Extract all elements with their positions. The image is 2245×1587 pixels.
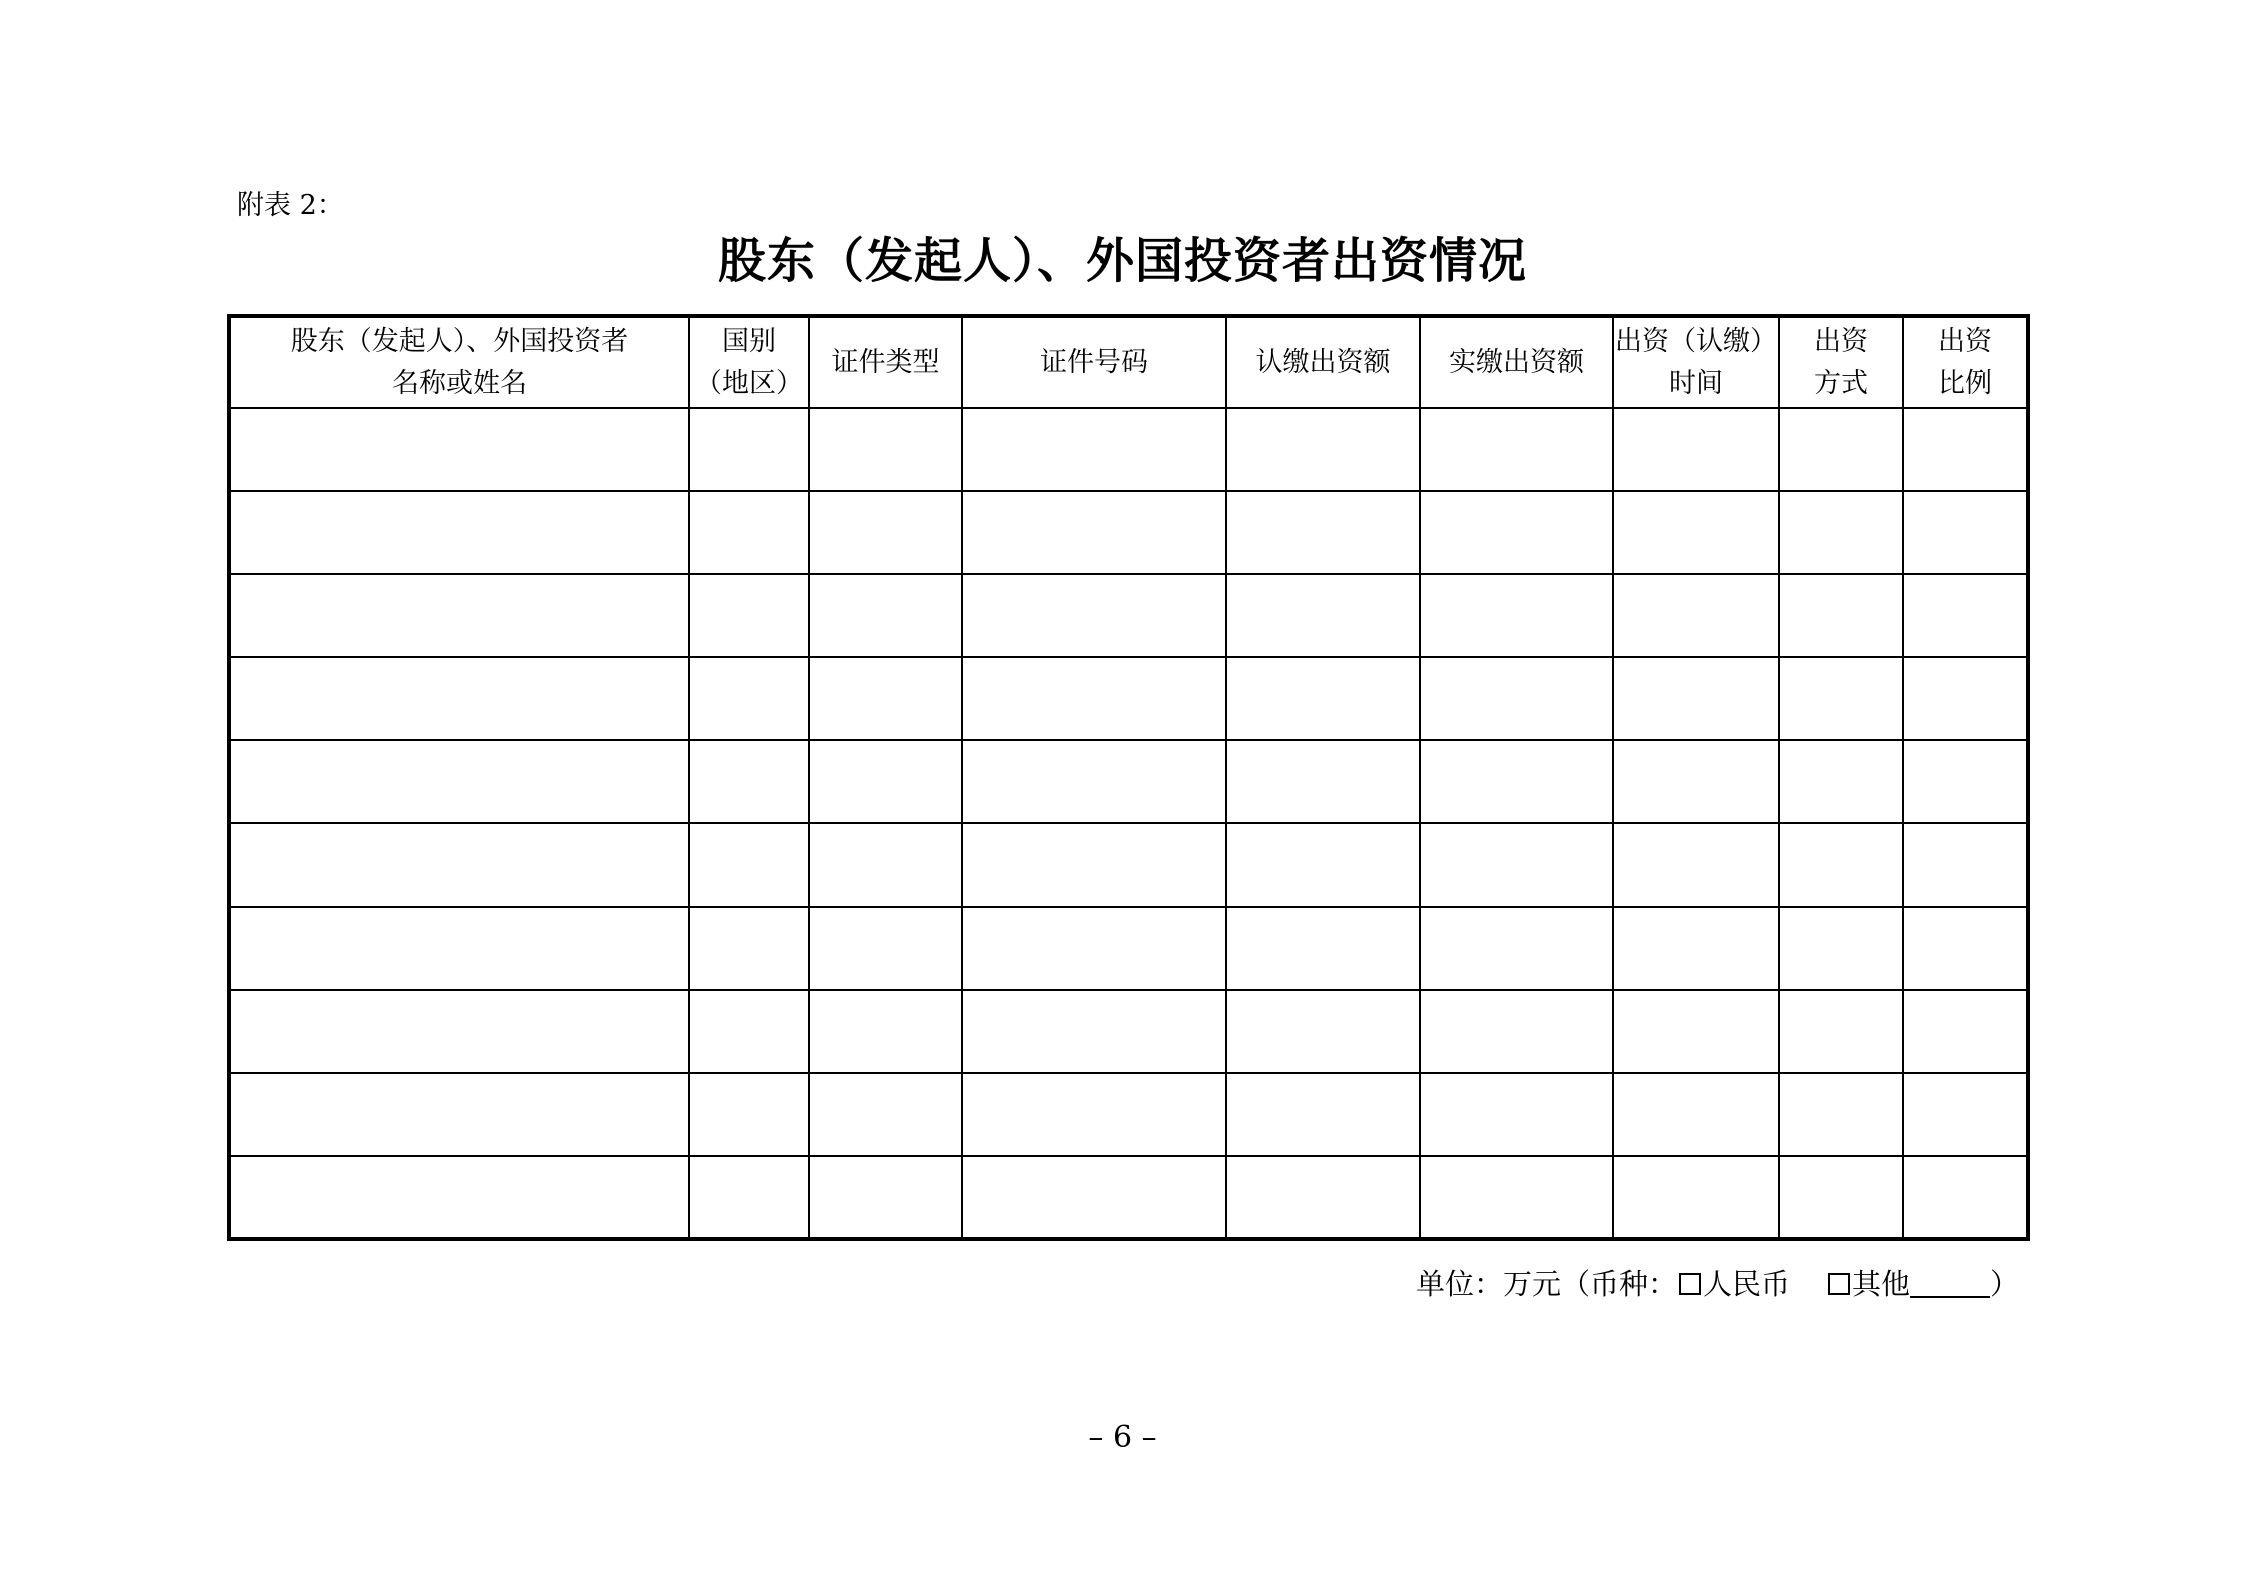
table-cell[interactable] — [1779, 990, 1903, 1073]
table-cell[interactable] — [1226, 907, 1420, 990]
table-cell[interactable] — [689, 491, 809, 574]
table-cell[interactable] — [1613, 740, 1779, 823]
table-cell[interactable] — [1226, 408, 1420, 491]
table-cell[interactable] — [809, 907, 962, 990]
table-cell[interactable] — [1420, 740, 1613, 823]
table-cell[interactable] — [229, 491, 689, 574]
table-cell[interactable] — [689, 657, 809, 740]
table-cell[interactable] — [229, 657, 689, 740]
table-cell[interactable] — [962, 990, 1226, 1073]
table-cell[interactable] — [1903, 823, 2028, 906]
table-cell[interactable] — [962, 740, 1226, 823]
table-cell[interactable] — [1226, 657, 1420, 740]
table-cell[interactable] — [1613, 990, 1779, 1073]
unit-note — [1416, 1262, 2019, 1306]
header-country-region: 国别 （地区） — [689, 316, 809, 408]
table-cell[interactable] — [1903, 491, 2028, 574]
table-cell[interactable] — [1613, 1073, 1779, 1156]
table-row — [229, 1156, 2028, 1239]
table-cell[interactable] — [689, 740, 809, 823]
table-row — [229, 990, 2028, 1073]
other-option-label: 其他 — [1851, 1267, 1910, 1301]
table-cell[interactable] — [1613, 657, 1779, 740]
table-cell[interactable] — [689, 907, 809, 990]
page-title: 股东（发起人）、外国投资者出资情况 — [717, 233, 1527, 289]
table-cell[interactable] — [1420, 657, 1613, 740]
table-cell[interactable] — [1420, 574, 1613, 657]
table-cell[interactable] — [962, 657, 1226, 740]
table-cell[interactable] — [1903, 1073, 2028, 1156]
table-cell[interactable] — [809, 574, 962, 657]
header-contribution-time: 出资（认缴） 时间 — [1613, 316, 1779, 408]
table-cell[interactable] — [1420, 823, 1613, 906]
table-cell[interactable] — [1420, 990, 1613, 1073]
header-contribution-method: 出资 方式 — [1779, 316, 1903, 408]
table-cell[interactable] — [229, 1073, 689, 1156]
table-cell[interactable] — [1420, 1156, 1613, 1239]
table-cell[interactable] — [1420, 1073, 1613, 1156]
table-cell[interactable] — [1226, 990, 1420, 1073]
table-cell[interactable] — [962, 907, 1226, 990]
table-row — [229, 491, 2028, 574]
table-cell[interactable] — [1613, 1156, 1779, 1239]
appendix-label: 附表 2： — [237, 190, 344, 221]
unit-note-suffix: ） — [1989, 1267, 2019, 1301]
table-cell[interactable] — [809, 1073, 962, 1156]
header-id-type: 证件类型 — [809, 316, 962, 408]
table-row — [229, 1073, 2028, 1156]
table-cell[interactable] — [1226, 740, 1420, 823]
table-cell[interactable] — [962, 491, 1226, 574]
table-cell[interactable] — [689, 408, 809, 491]
rmb-option-label: 人民币 — [1702, 1267, 1790, 1301]
table-cell[interactable] — [1779, 657, 1903, 740]
table-cell[interactable] — [1779, 574, 1903, 657]
table-cell[interactable] — [1779, 740, 1903, 823]
table-cell[interactable] — [809, 990, 962, 1073]
table-row — [229, 574, 2028, 657]
table-cell[interactable] — [1779, 408, 1903, 491]
table-cell[interactable] — [809, 823, 962, 906]
shareholder-contribution-table — [227, 314, 2030, 1241]
table-cell[interactable] — [689, 823, 809, 906]
table-cell[interactable] — [229, 990, 689, 1073]
table-cell[interactable] — [809, 657, 962, 740]
header-contribution-ratio: 出资 比例 — [1903, 316, 2028, 408]
other-currency-checkbox[interactable] — [1828, 1273, 1850, 1295]
table-cell[interactable] — [1226, 823, 1420, 906]
table-cell[interactable] — [1613, 408, 1779, 491]
other-currency-blank[interactable] — [1910, 1266, 1990, 1298]
table-cell[interactable] — [1779, 1073, 1903, 1156]
table-cell[interactable] — [809, 491, 962, 574]
table-cell[interactable] — [1420, 408, 1613, 491]
table-cell[interactable] — [689, 990, 809, 1073]
table-cell[interactable] — [1903, 907, 2028, 990]
table-cell[interactable] — [962, 408, 1226, 491]
table-cell[interactable] — [229, 907, 689, 990]
table-cell[interactable] — [1903, 740, 2028, 823]
rmb-checkbox[interactable] — [1679, 1273, 1701, 1295]
header-id-number: 证件号码 — [962, 316, 1226, 408]
table-cell[interactable] — [689, 1156, 809, 1239]
table-cell[interactable] — [962, 574, 1226, 657]
table-cell[interactable] — [229, 740, 689, 823]
table-cell[interactable] — [1779, 823, 1903, 906]
table-cell[interactable] — [229, 823, 689, 906]
table-cell[interactable] — [1226, 1156, 1420, 1239]
table-cell[interactable] — [1613, 907, 1779, 990]
table-cell[interactable] — [1613, 574, 1779, 657]
table-cell[interactable] — [1613, 491, 1779, 574]
table-cell[interactable] — [962, 1156, 1226, 1239]
table-row — [229, 657, 2028, 740]
table-cell[interactable] — [1779, 1156, 1903, 1239]
table-cell[interactable] — [1903, 990, 2028, 1073]
table-cell[interactable] — [1779, 491, 1903, 574]
table-cell[interactable] — [1903, 1156, 2028, 1239]
table-cell[interactable] — [1903, 408, 2028, 491]
header-paid-amount: 实缴出资额 — [1420, 316, 1613, 408]
table-cell[interactable] — [1903, 574, 2028, 657]
table-row — [229, 408, 2028, 491]
table-header-row — [229, 316, 2028, 408]
table-cell[interactable] — [229, 574, 689, 657]
table-row — [229, 823, 2028, 906]
table-cell[interactable] — [1779, 907, 1903, 990]
table-cell[interactable] — [1420, 907, 1613, 990]
table-cell[interactable] — [229, 1156, 689, 1239]
header-shareholder-name: 股东（发起人）、外国投资者 名称或姓名 — [229, 316, 689, 408]
table-cell[interactable] — [962, 1073, 1226, 1156]
table-row — [229, 740, 2028, 823]
table-cell[interactable] — [1903, 657, 2028, 740]
table-cell[interactable] — [1420, 491, 1613, 574]
table-cell[interactable] — [1226, 1073, 1420, 1156]
table-cell[interactable] — [1226, 574, 1420, 657]
page-number: – 6 – — [1088, 1420, 1157, 1455]
unit-note-prefix: 单位：万元（币种： — [1415, 1267, 1677, 1301]
table-row — [229, 907, 2028, 990]
header-subscribed-amount: 认缴出资额 — [1226, 316, 1420, 408]
table-cell[interactable] — [809, 740, 962, 823]
table-cell[interactable] — [1226, 491, 1420, 574]
table-cell[interactable] — [809, 1156, 962, 1239]
table-cell[interactable] — [689, 1073, 809, 1156]
table-cell[interactable] — [229, 408, 689, 491]
table-cell[interactable] — [809, 408, 962, 491]
table-cell[interactable] — [1613, 823, 1779, 906]
table-body — [229, 408, 2028, 1239]
table-cell[interactable] — [689, 574, 809, 657]
table-cell[interactable] — [962, 823, 1226, 906]
